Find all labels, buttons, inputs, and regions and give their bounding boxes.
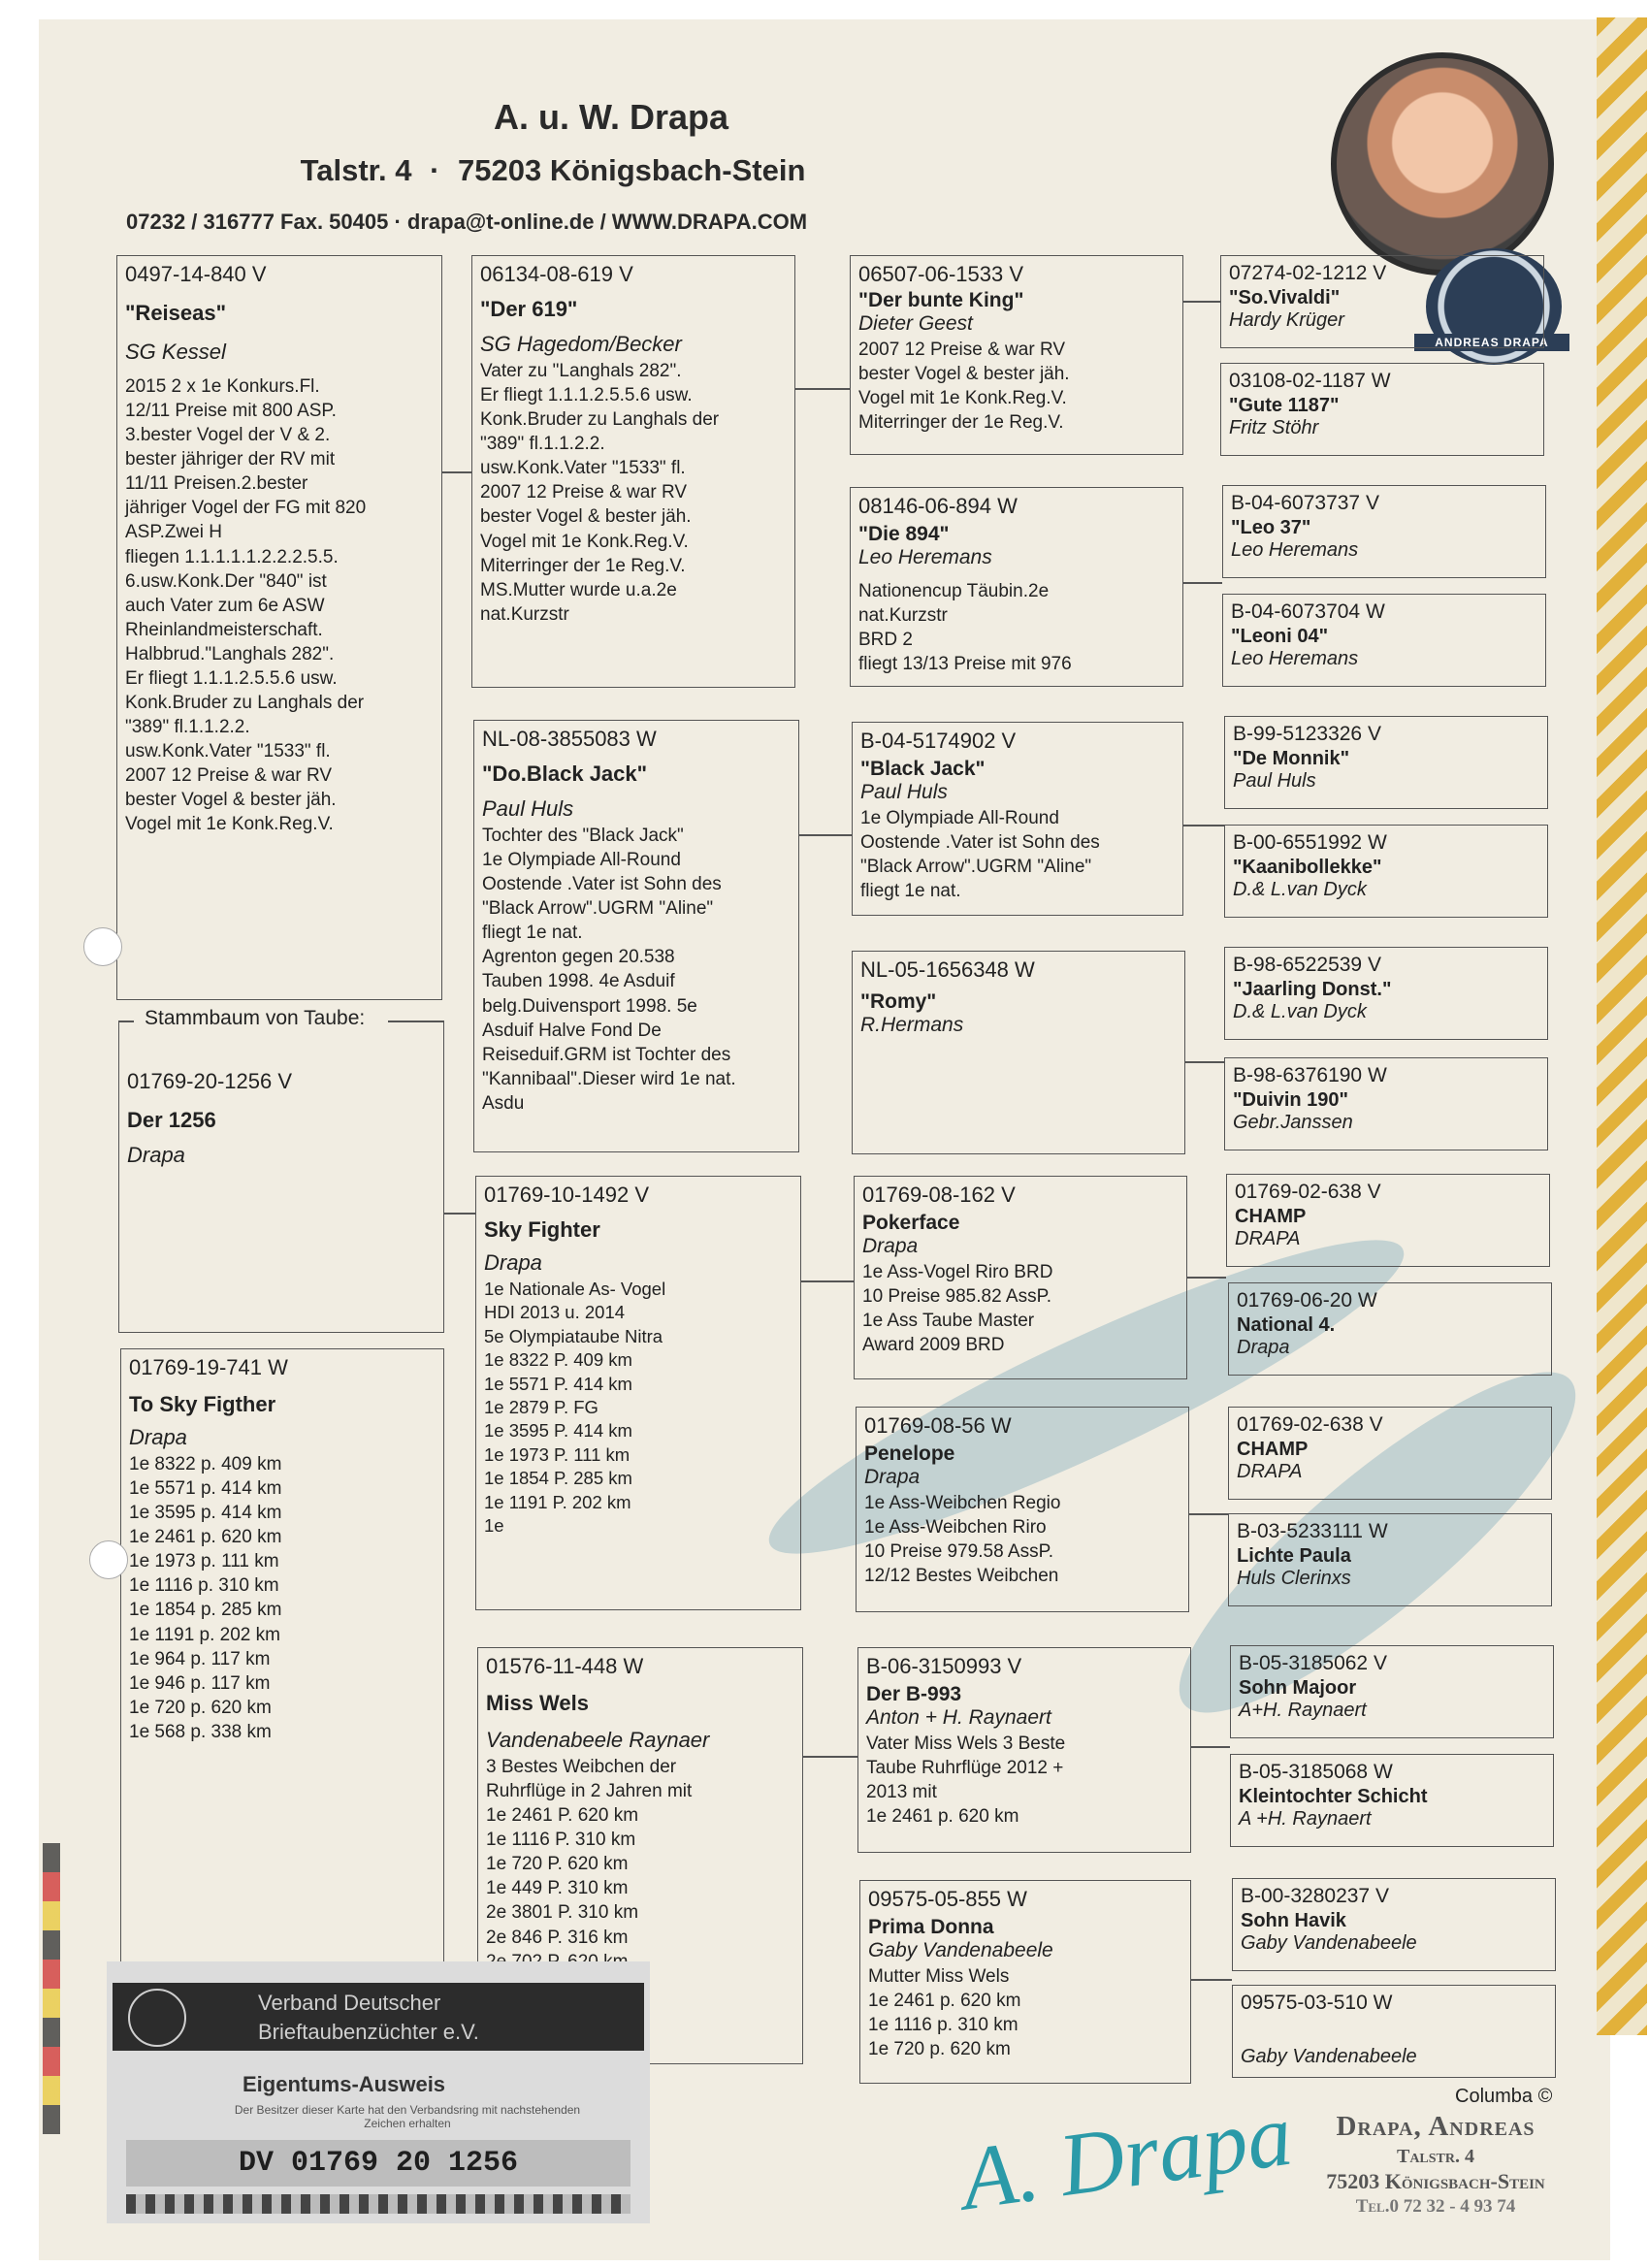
signature: A. Drapa: [954, 2084, 1298, 2229]
dam-box: [120, 1348, 444, 1989]
performance-notes: Vater zu "Langhals 282". Er fliegt 1.1.1.2.5.5.6 usw. Konk.Bruder zu Langhals der "389" fl.1.1.2.2. usw.Konk.Vater "1533" fl. 2007 12 Preise & war RV bester Vogel & bester jäh. Vogel mit 1e Konk.Reg.V. Miterringer der 1e Reg.V. MS.Mutter wurde u.a.2e nat.Kurzstr: [480, 361, 720, 625]
gen3-box-7: [857, 1647, 1191, 1853]
pigeon-name: Penelope: [864, 1442, 955, 1465]
gen3-box-8: [859, 1880, 1191, 2084]
performance-notes: Mutter Miss Wels 1e 2461 p. 620 km 1e 1116 p. 310 km 1e 720 p. 620 km: [868, 1966, 1021, 2060]
connector-line: [1183, 301, 1220, 303]
owner-name: Paul Huls: [860, 781, 948, 803]
pigeon-name: Miss Wels: [486, 1691, 589, 1715]
connector-line: [1183, 825, 1224, 826]
owner-name: Vandenabeele Raynaer: [486, 1728, 710, 1752]
pigeon-name: Der B-993: [866, 1683, 962, 1705]
gen4-box-4: [1222, 594, 1546, 687]
decorative-stripe-right: [1597, 17, 1647, 2035]
pigeon-name: Lichte Paula: [1237, 1545, 1351, 1567]
owner-name: Paul Huls: [1233, 770, 1316, 792]
owner-name: Drapa: [129, 1425, 187, 1449]
ring-number: 01769-08-162 V: [862, 1183, 1016, 1207]
connector-line: [1191, 1746, 1230, 1748]
gen4-box-12: [1228, 1513, 1552, 1606]
ring-number: B-04-5174902 V: [860, 729, 1017, 753]
ring-number: 01769-20-1256 V: [127, 1069, 293, 1093]
pigeon-name: Sky Fighter: [484, 1217, 600, 1242]
performance-notes: 1e Ass-Vogel Riro BRD 10 Preise 985.82 AssP. 1e Ass Taube Master Award 2009 BRD: [862, 1262, 1053, 1356]
gen2-box-1: [471, 255, 795, 688]
card-org-line2: Brieftaubenzüchter e.V.: [258, 2020, 479, 2044]
ring-number: NL-08-3855083 W: [482, 727, 657, 751]
pigeon-name: "So.Vivaldi": [1229, 287, 1341, 308]
gen3-box-5: [854, 1176, 1187, 1379]
pigeon-name: Pokerface: [862, 1212, 960, 1234]
gen4-box-10: [1228, 1282, 1552, 1376]
owner-name: Gaby Vandenabeele: [1241, 2046, 1417, 2067]
connector-line: [795, 388, 850, 390]
ring-number: B-04-6073737 V: [1231, 492, 1379, 514]
owner-name: Leo Heremans: [858, 546, 992, 568]
stamp-name: Drapa, Andreas: [1336, 2111, 1536, 2142]
connector-line: [442, 471, 471, 473]
ring-number: 01769-19-741 W: [129, 1355, 288, 1379]
subject-top-border-right: [388, 1021, 444, 1022]
pigeon-name: CHAMP: [1237, 1439, 1309, 1460]
card-header: [113, 1983, 644, 2051]
ring-number: B-98-6376190 W: [1233, 1064, 1387, 1086]
gen4-box-1: [1220, 255, 1544, 348]
connector-line: [1187, 1277, 1226, 1279]
gen2-box-2: [473, 720, 799, 1152]
breeder-address: [242, 153, 863, 188]
breeder-contact: 07232 / 316777 Fax. 50405 · drapa@t-online.de / WWW.DRAPA.COM: [126, 210, 808, 234]
stamp-phone: Tel.0 72 32 - 4 93 74: [1355, 2196, 1516, 2217]
gen3-box-6: [856, 1407, 1189, 1612]
pigeon-name: Kleintochter Schicht: [1239, 1786, 1428, 1807]
owner-name: Gebr.Janssen: [1233, 1112, 1353, 1133]
gen4-box-15: [1232, 1878, 1556, 1971]
gen3-box-2: [850, 487, 1183, 687]
card-title: Eigentums-Ausweis: [242, 2072, 446, 2096]
connector-line: [801, 1280, 854, 1282]
ring-number: 08146-06-894 W: [858, 494, 1018, 518]
ring-number: B-05-3185068 W: [1239, 1761, 1393, 1783]
gen3-box-3: [852, 722, 1183, 916]
ring-number: 01769-10-1492 V: [484, 1183, 650, 1207]
copyright: Columba ©: [1455, 2086, 1553, 2107]
owner-name: Paul Huls: [482, 796, 574, 821]
performance-notes: 1e Olympiade All-Round Oostende .Vater ist Sohn des "Black Arrow".UGRM "Aline" fliegt 1e nat.: [860, 808, 1100, 902]
pigeon-name: CHAMP: [1235, 1206, 1307, 1227]
gen3-box-1: [850, 255, 1183, 455]
performance-notes: Nationencup Täubin.2e nat.Kurzstr BRD 2 fliegt 13/13 Preise mit 976: [858, 581, 1072, 675]
ring-number: B-00-3280237 V: [1241, 1885, 1389, 1907]
ring-number: 07274-02-1212 V: [1229, 262, 1387, 284]
pigeon-name: Sohn Havik: [1241, 1910, 1346, 1931]
performance-notes: 1e Nationale As- Vogel HDI 2013 u. 2014 5e Olympiataube Nitra 1e 8322 P. 409 km 1e 5571 P. 414 km 1e 2879 P. FG 1e 3595 P. 414 km 1e 1973 P. 111 km 1e 1854 P. 285 km 1e 1191 P. 202 km 1e: [484, 1279, 666, 1537]
pigeon-name: Prima Donna: [868, 1916, 994, 1938]
owner-name: A+H. Raynaert: [1239, 1700, 1367, 1721]
gen4-box-16: [1232, 1985, 1556, 2078]
owner-name: Drapa: [127, 1143, 185, 1167]
pigeon-name: "Leoni 04": [1231, 626, 1329, 647]
ring-number: B-98-6522539 V: [1233, 954, 1381, 976]
ring-number: B-05-3185062 V: [1239, 1652, 1387, 1674]
breeder-photo: [1331, 52, 1554, 275]
ring-number: B-06-3150993 V: [866, 1654, 1022, 1678]
gen4-box-9: [1226, 1174, 1550, 1267]
performance-notes: 2015 2 x 1e Konkurs.Fl. 12/11 Preise mit 800 ASP. 3.bester Vogel der V & 2. bester jähriger der RV mit 11/11 Preisen.2.bester jähriger Vogel der FG mit 820 ASP.Zwei H fliegen 1.1.1.1.1.2.2.2.5.5. 6.usw.Konk.Der "840" ist auch Vater zum 6e ASW Rheinlandmeisterschaft. Halbbrud."Langhals 282". Er fliegt 1.1.1.2.5.5.6 usw. Konk.Bruder zu Langhals der "389" fl.1.1.2.2. usw.Konk.Vater "1533" fl. 2007 12 Preise & war RV bester Vogel & bester jäh. Vogel mit 1e Konk.Reg.V.: [125, 376, 367, 835]
pigeon-name: "Romy": [860, 990, 937, 1013]
ring-number: 01576-11-448 W: [486, 1654, 644, 1678]
connector-line: [1183, 582, 1222, 584]
ownership-card: [107, 1961, 650, 2223]
pigeon-name: "Jaarling Donst.": [1233, 979, 1392, 1000]
gen4-box-3: [1222, 485, 1546, 578]
emblem-label: ANDREAS DRAPA: [1414, 334, 1569, 351]
ring-number: 01769-02-638 V: [1237, 1413, 1383, 1436]
gen4-box-13: [1230, 1645, 1554, 1738]
subject-top-border-left: [118, 1021, 134, 1022]
gen4-box-5: [1224, 716, 1548, 809]
owner-name: Dieter Geest: [858, 312, 973, 335]
performance-notes: 3 Bestes Weibchen der Ruhrflüge in 2 Jahren mit 1e 2461 P. 620 km 1e 1116 P. 310 km 1e 720 P. 620 km 1e 449 P. 310 km 2e 3801 P. 310 km 2e 846 P. 316 km: [486, 1757, 693, 1948]
stamp-street: Talstr. 4: [1396, 2146, 1475, 2167]
ring-number: 06134-08-619 V: [480, 262, 633, 286]
owner-name: D.& L.van Dyck: [1233, 1001, 1367, 1022]
connector-line: [799, 834, 852, 836]
decorative-stripe-left: [43, 1843, 60, 2134]
stammbaum-label: Stammbaum von Taube:: [139, 1007, 371, 1030]
gen3-box-4: [852, 951, 1185, 1154]
owner-name: Anton + H. Raynaert: [866, 1706, 1051, 1729]
pigeon-name: "Der 619": [480, 297, 578, 321]
owner-name: Drapa: [484, 1250, 542, 1275]
gen4-box-2: [1220, 363, 1544, 456]
performance-notes: 2007 12 Preise & war RV bester Vogel & bester jäh. Vogel mit 1e Konk.Reg.V. Miterringer der 1e Reg.V.: [858, 340, 1070, 434]
pigeon-name: "Leo 37": [1231, 517, 1311, 538]
address-city: 75203 Königsbach-Stein: [458, 153, 806, 187]
ring-number: 0497-14-840 V: [125, 262, 267, 286]
gen2-box-3: [475, 1176, 801, 1610]
performance-notes: Vater Miss Wels 3 Beste Taube Ruhrflüge 2012 + 2013 mit 1e 2461 p. 620 km: [866, 1733, 1066, 1828]
stamp-city: 75203 Königsbach-Stein: [1326, 2169, 1545, 2193]
sire-box: [116, 255, 442, 1000]
owner-name: Leo Heremans: [1231, 539, 1359, 561]
owner-name: SG Hagedom/Becker: [480, 332, 682, 356]
pigeon-name: "Duivin 190": [1233, 1089, 1349, 1111]
owner-name: Leo Heremans: [1231, 648, 1359, 669]
pigeon-name: [1241, 2017, 1547, 2038]
ring-number: 01769-02-638 V: [1235, 1181, 1381, 1203]
card-note: Der Besitzer dieser Karte hat den Verbandsring mit nachstehenden Zeichen erhalten: [234, 2103, 581, 2130]
breeder-name: A. u. W. Drapa: [493, 97, 729, 137]
gen4-box-11: [1228, 1407, 1552, 1500]
connector-line: [1191, 1979, 1232, 1981]
pigeon-name: National 4.: [1237, 1314, 1336, 1336]
pigeon-name: "Do.Black Jack": [482, 761, 648, 786]
ring-number: NL-05-1656348 W: [860, 957, 1035, 982]
pigeon-name: "Die 894": [858, 523, 950, 545]
ring-number: B-03-5233111 W: [1237, 1520, 1388, 1542]
gen4-box-14: [1230, 1754, 1554, 1847]
pigeon-name: Sohn Majoor: [1239, 1677, 1357, 1699]
owner-name: DRAPA: [1235, 1228, 1301, 1249]
connector-line: [1185, 1061, 1224, 1063]
connector-line: [803, 1756, 857, 1758]
owner-name: Gaby Vandenabeele: [1241, 1932, 1417, 1954]
subject-box: [118, 1007, 444, 1333]
ring-number: 03108-02-1187 W: [1229, 370, 1391, 392]
owner-name: Drapa: [864, 1466, 921, 1488]
owner-name: Fritz Stöhr: [1229, 417, 1319, 438]
card-pattern: [126, 2194, 630, 2214]
binder-hole: [83, 927, 122, 966]
ring-number: 06507-06-1533 V: [858, 262, 1024, 286]
owner-name: Drapa: [862, 1235, 919, 1257]
pigeon-name: "Kaanibollekke": [1233, 857, 1382, 878]
binder-hole: [89, 1540, 128, 1579]
ring-number: 09575-05-855 W: [868, 1887, 1027, 1911]
connector-line: [1189, 1513, 1228, 1515]
pigeon-name: "Der bunte King": [858, 289, 1024, 311]
pigeon-name: "Black Jack": [860, 758, 986, 780]
gen4-box-7: [1224, 947, 1548, 1040]
owner-name: DRAPA: [1237, 1461, 1303, 1482]
owner-name: Hardy Krüger: [1229, 309, 1344, 331]
owner-name: SG Kessel: [125, 340, 226, 364]
ring-number: 01769-08-56 W: [864, 1413, 1012, 1438]
owner-name: A +H. Raynaert: [1239, 1808, 1372, 1830]
connector-line: [444, 1213, 475, 1215]
pigeon-name: To Sky Figther: [129, 1392, 276, 1416]
ring-number: 09575-03-510 W: [1241, 1992, 1393, 2014]
owner-name: Drapa: [1237, 1337, 1290, 1358]
pigeon-name: "Gute 1187": [1229, 395, 1340, 416]
pigeon-name: "De Monnik": [1233, 748, 1350, 769]
gen4-box-8: [1224, 1057, 1548, 1150]
ring-number: B-99-5123326 V: [1233, 723, 1381, 745]
gen4-box-6: [1224, 825, 1548, 918]
owner-name: Huls Clerinxs: [1237, 1568, 1351, 1589]
performance-notes: Tochter des "Black Jack" 1e Olympiade All-Round Oostende .Vater ist Sohn des "Black Arrow".UGRM "Aline" fliegt 1e nat. Agrenton gegen 20.538 Tauben 1998. 4e Asduif belg.Duivensport 1998. 5e Asduif Halve Fond De Reiseduif.GRM ist Tochter des "Kannibaal".Dieser wird 1e nat. Asdu: [482, 826, 736, 1114]
ring-number: B-04-6073704 W: [1231, 600, 1385, 623]
address-street: Talstr. 4: [300, 153, 412, 187]
card-org-line1: Verband Deutscher: [258, 1991, 441, 2015]
pigeon-name: Der 1256: [127, 1108, 216, 1132]
owner-name: Gaby Vandenabeele: [868, 1939, 1053, 1961]
owner-name: D.& L.van Dyck: [1233, 879, 1367, 900]
pigeon-name: "Reiseas": [125, 301, 227, 325]
performance-notes: 1e 8322 p. 409 km 1e 5571 p. 414 km 1e 3595 p. 414 km 1e 2461 p. 620 km 1e 1973 p. 111 km 1e 1116 p. 310 km 1e 1854 p. 285 km 1e 1191 p. 202 km 1e 964 p. 117 km 1e 946 p. 117 km 1e 720 p. 620 km 1e 568 p. 338 km: [129, 1454, 282, 1742]
address-separator: ·: [430, 153, 440, 187]
card-ring-id: DV 01769 20 1256: [126, 2140, 630, 2187]
ring-number: 01769-06-20 W: [1237, 1289, 1377, 1312]
owner-name: R.Hermans: [860, 1014, 964, 1036]
performance-notes: 1e Ass-Weibchen Regio 1e Ass-Weibchen Riro 10 Preise 979.58 AssP. 12/12 Bestes Weibchen: [864, 1493, 1061, 1587]
dove-logo-icon: [128, 1989, 186, 2047]
ring-number: B-00-6551992 W: [1233, 831, 1387, 854]
